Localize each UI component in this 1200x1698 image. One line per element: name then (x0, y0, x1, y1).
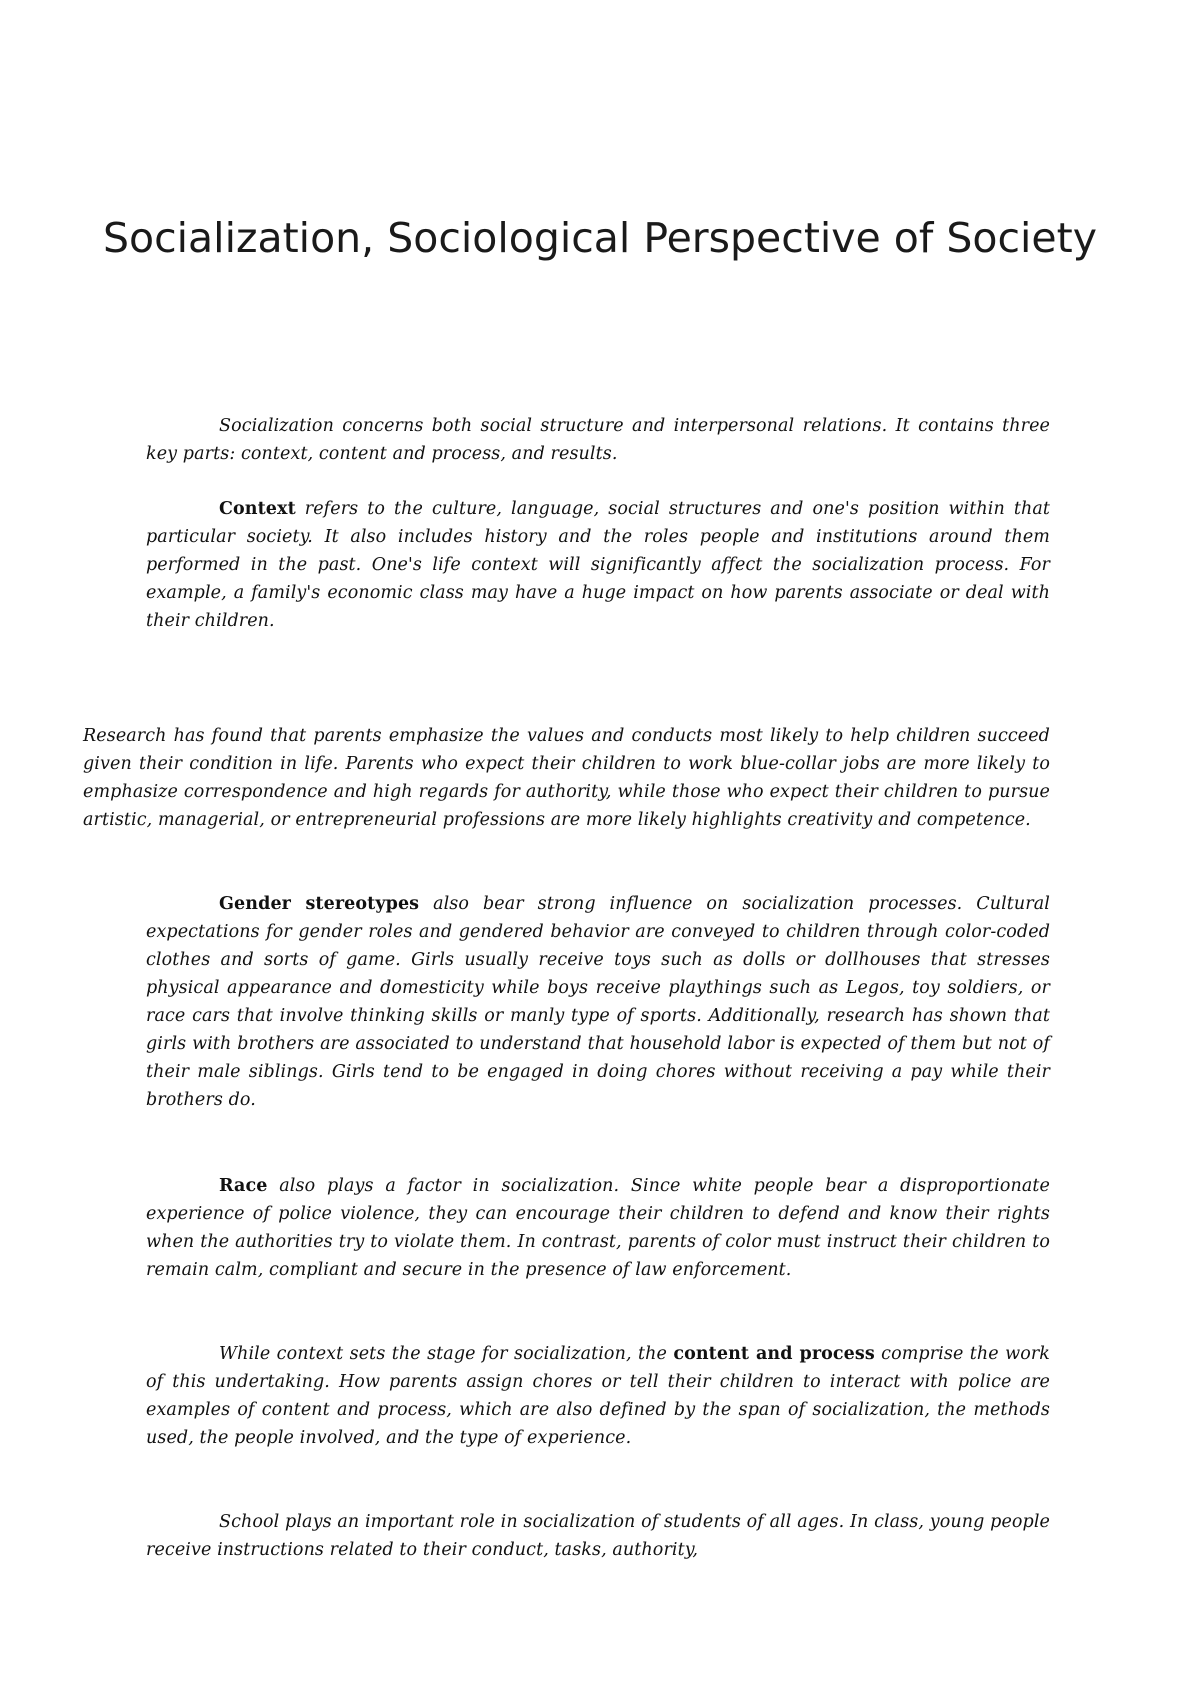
content-process-heading: content and process (673, 1344, 875, 1364)
intro-text: Socialization concerns both social structure and interpersonal relations. It contains three key parts: context, content and process, and results. (146, 416, 1050, 464)
school-text: School plays an important role in socialization of students of all ages. In class, young people receive instructions related to their conduct, tasks, authority, (146, 1512, 1050, 1560)
context-heading: Context (219, 499, 296, 519)
content-intro-text: While context sets the stage for socialization, the (219, 1344, 674, 1364)
research-text: Research has found that parents emphasize the values and conducts most likely to help children succeed given their condition in life. Parents who expect their children to work blue-collar jobs are more likely to emphasize correspondence and high regards for authority, while those who expect their children to pursue artistic, managerial, or entrepreneurial professions are more likely highlights creativity and competence. (83, 726, 1050, 830)
paragraph-school (146, 1508, 1050, 1564)
paragraph-gender (146, 890, 1050, 1114)
paragraph-intro (146, 412, 1050, 468)
paragraph-research (83, 722, 1050, 834)
content-process-text: comprise the work of this undertaking. How parents assign chores or tell their children to interact with police are examples of content and process, which are also defined by the span of socialization, the methods used, the people involved, and the type of experience. (146, 1344, 1050, 1448)
paragraph-race (146, 1172, 1050, 1284)
paragraph-content-process (146, 1340, 1050, 1452)
context-text: refers to the culture, language, social structures and one's position within that particular society. It also includes history and the roles people and institutions around them performed in the past. One's life context will significantly affect the socialization process. For example, a family's economic class may have a huge impact on how parents associate or deal with their children. (146, 499, 1050, 631)
race-text: also plays a factor in socialization. Since white people bear a disproportionate experience of police violence, they can encourage their children to defend and know their rights when the authorities try to violate them. In contrast, parents of color must instruct their children to remain calm, compliant and secure in the presence of law enforcement. (146, 1176, 1050, 1280)
paragraph-context (146, 495, 1050, 635)
document-title: Socialization, Sociological Perspective of Society (103, 214, 1097, 262)
gender-heading: Gender stereotypes (219, 894, 420, 914)
race-heading: Race (219, 1176, 268, 1196)
gender-text: also bear strong influence on socialization processes. Cultural expectations for gender roles and gendered behavior are conveyed to children through color-coded clothes and sorts of game. Girls usually receive toys such as dolls or dollhouses that stresses physical appearance and domesticity while boys receive playthings such as Legos, toy soldiers, or race cars that involve thinking skills or manly type of sports. Additionally, research has shown that girls with brothers are associated to understand that household labor is expected of them but not of their male siblings. Girls tend to be engaged in doing chores without receiving a pay while their brothers do. (146, 894, 1051, 1110)
